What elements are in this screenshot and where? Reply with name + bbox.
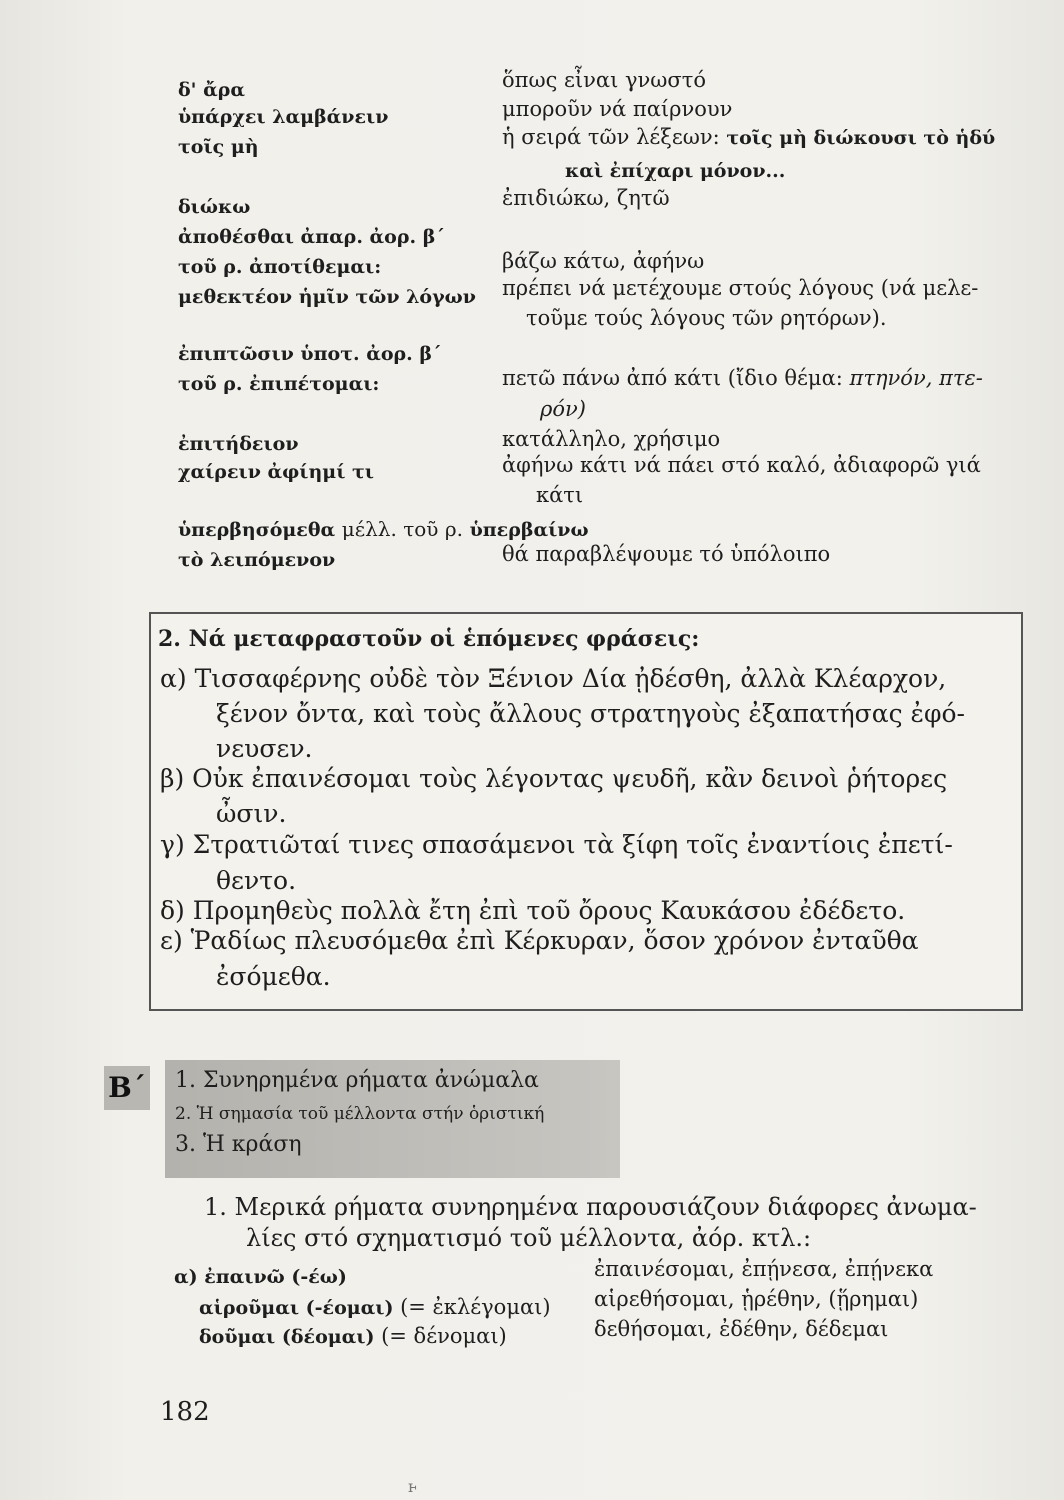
exercise-line: γ) Στρατιῶταί τινες σπασάμενοι τὰ ξίφη τοῖς ἐναντίοις ἐπετί- — [160, 830, 953, 859]
glossary-definition: ἐπιδιώκω, ζητῶ — [502, 186, 670, 210]
verb-gloss: (= δένομαι) — [381, 1324, 507, 1348]
glossary-term: ὑπάρχει λαμβάνειν — [178, 106, 389, 128]
verb-gloss: (= ἐκλέγομαι) — [400, 1295, 551, 1319]
exercise-line: ε) Ῥαδίως πλευσόμεθα ἐπὶ Κέρκυραν, ὅσον χρόνον ἐνταῦθα — [160, 926, 919, 955]
glossary-definition — [502, 125, 995, 149]
verb-label — [199, 1324, 507, 1348]
glossary-term: ἐπιπτῶσιν ὑποτ. ἀορ. β΄ — [178, 343, 442, 365]
exercise-line: ὦσιν. — [216, 799, 287, 828]
verb-label — [199, 1295, 551, 1319]
verb-forms: αἱρεθήσομαι, ᾑρέθην, (ᾕρημαι) — [594, 1287, 919, 1311]
verb-label: α) ἐπαινῶ (-έω) — [174, 1266, 347, 1288]
term-bold: ὑπερβησόμεθα — [178, 519, 336, 541]
glossary-term: τὸ λειπόμενον — [178, 549, 336, 571]
glossary-definition — [540, 397, 586, 421]
exercise-line: νευσεν. — [216, 734, 313, 763]
glossary-term: ἐπιτήδειον — [178, 433, 299, 455]
exercise-line: ἐσόμεθα. — [216, 962, 331, 991]
toc-item: 1. Συνηρημένα ρήματα ἀνώμαλα — [175, 1068, 539, 1093]
glossary-definition — [502, 366, 983, 390]
glossary-term — [178, 517, 589, 541]
page-number: 182 — [160, 1397, 210, 1427]
section-badge: Β΄ — [104, 1066, 150, 1110]
glossary-definition: ὅπως εἶναι γνωστό — [502, 68, 707, 92]
definition-emphasis: καὶ ἐπίχαρι μόνον... — [565, 160, 786, 182]
definition-italic: πτηνόν, πτε- — [849, 366, 983, 390]
definition-text: πετῶ πάνω ἀπό κάτι (ἴδιο θέμα: — [502, 366, 843, 390]
glossary-term: τοῖς μὴ — [178, 136, 259, 158]
paragraph-line: λίες στό σχηματισμό τοῦ μέλλοντα, ἀόρ. κτλ.: — [246, 1224, 812, 1252]
glossary-definition: κάτι — [536, 483, 584, 507]
verb-name: αἱροῦμαι (-έομαι) — [199, 1297, 394, 1319]
toc-item: 2. Ἡ σημασία τοῦ μέλλοντα στήν ὁριστική — [175, 1104, 545, 1124]
definition-italic: ρόν) — [540, 397, 586, 421]
glossary-term: τοῦ ρ. ἐπιπέτομαι: — [178, 373, 380, 395]
glossary-term: δ' ἄρα — [178, 79, 245, 101]
glossary-definition — [565, 158, 785, 182]
glossary-definition: μποροῦν νά παίρνουν — [502, 97, 733, 121]
exercise-line: θεντο. — [216, 866, 297, 895]
definition-text: ἡ σειρά τῶν λέξεων: — [502, 125, 720, 149]
glossary-term: χαίρειν ἀφίημί τι — [178, 461, 375, 483]
glossary-definition: τοῦμε τούς λόγους τῶν ρητόρων). — [526, 306, 887, 330]
verb-name: δοῦμαι (δέομαι) — [199, 1326, 375, 1348]
exercise-line: α) Τισσαφέρνης οὐδὲ τὸν Ξένιον Δία ᾐδέσθη, ἀλλὰ Κλέαρχον, — [160, 664, 947, 693]
glossary-term: διώκω — [178, 196, 251, 218]
term-note: μέλλ. τοῦ ρ. — [341, 517, 463, 541]
exercise-line: β) Οὐκ ἐπαινέσομαι τοὺς λέγοντας ψευδῆ, κἂν δεινοὶ ῥήτορες — [160, 764, 948, 793]
footer-mark: ⱶ — [408, 1477, 417, 1496]
verb-forms: ἐπαινέσομαι, ἐπῄνεσα, ἐπῄνεκα — [594, 1257, 934, 1281]
exercise-line: δ) Προμηθεὺς πολλὰ ἔτη ἐπὶ τοῦ ὄρους Καυκάσου ἐδέδετο. — [160, 896, 906, 925]
glossary-term: μεθεκτέον ἡμῖν τῶν λόγων — [178, 286, 476, 308]
glossary-definition: κατάλληλο, χρήσιμο — [502, 427, 721, 451]
glossary-definition: ἀφήνω κάτι νά πάει στό καλό, ἀδιαφορῶ γιά — [502, 453, 981, 477]
paragraph-line: 1. Μερικά ρήματα συνηρημένα παρουσιάζουν διάφορες ἀνωμα- — [204, 1193, 977, 1221]
toc-item: 3. Ἡ κράση — [175, 1132, 302, 1157]
exercise-line: ξένον ὄντα, καὶ τοὺς ἄλλους στρατηγοὺς ἐξαπατήσας ἐφό- — [216, 699, 965, 728]
glossary-term: τοῦ ρ. ἀποτίθεμαι: — [178, 256, 382, 278]
glossary-definition: πρέπει νά μετέχουμε στούς λόγους (νά μελε- — [502, 276, 979, 300]
verb-forms: δεθήσομαι, ἐδέθην, δέδεμαι — [594, 1317, 889, 1341]
term-bold: ὑπερβαίνω — [469, 519, 589, 541]
glossary-definition: θά παραβλέψουμε τό ὑπόλοιπο — [502, 542, 831, 566]
glossary-term: ἀποθέσθαι ἀπαρ. ἀορ. β΄ — [178, 226, 445, 248]
glossary-definition: βάζω κάτω, ἀφήνω — [502, 249, 705, 273]
definition-emphasis: τοῖς μὴ διώκουσι τὸ ἡδύ — [726, 127, 996, 149]
exercise-title: 2. Νά μεταφραστοῦν οἱ ἑπόμενες φράσεις: — [158, 626, 700, 652]
